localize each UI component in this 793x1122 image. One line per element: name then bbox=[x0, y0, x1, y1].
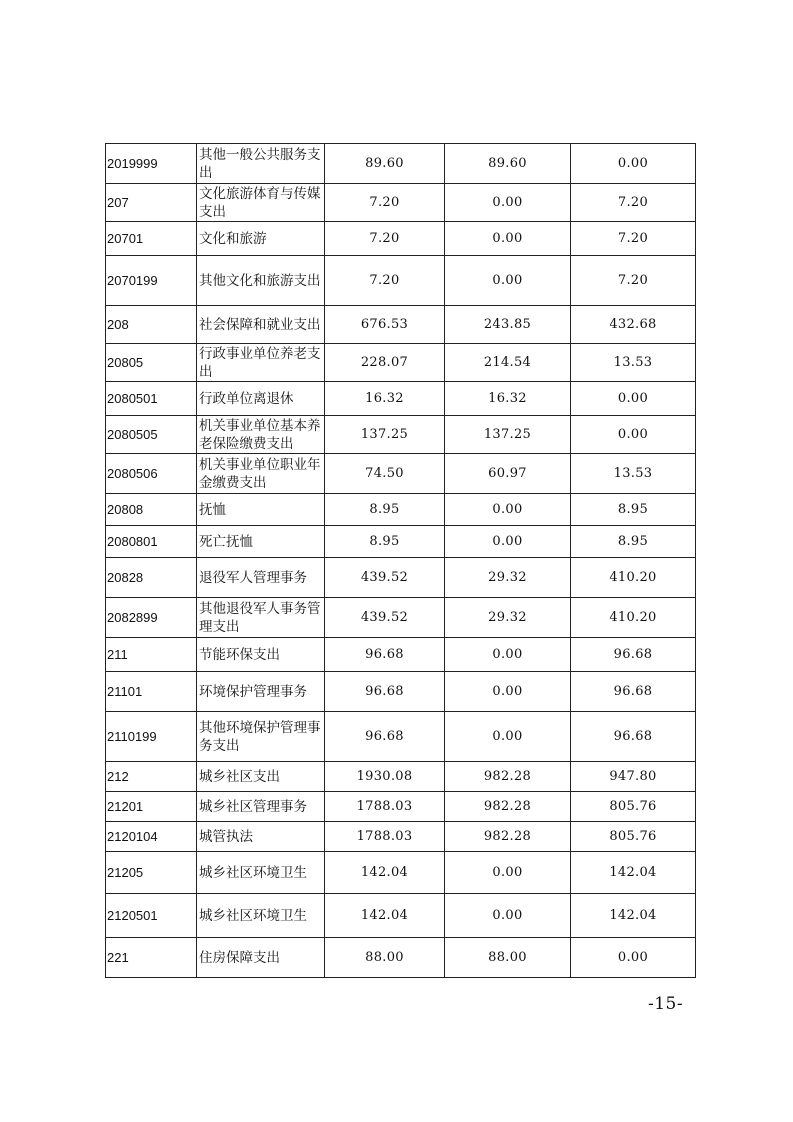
total-amount-cell: 1930.08 bbox=[325, 762, 445, 792]
total-amount-cell: 16.32 bbox=[325, 382, 445, 416]
subject-code-cell: 2070199 bbox=[106, 256, 197, 306]
subject-name-cell: 环境保护管理事务 bbox=[197, 672, 325, 712]
basic-expense-cell: 982.28 bbox=[445, 762, 571, 792]
subject-name-cell: 文化和旅游 bbox=[197, 222, 325, 256]
basic-expense-cell: 0.00 bbox=[445, 494, 571, 526]
subject-name-cell: 行政事业单位养老支出 bbox=[197, 344, 325, 382]
basic-expense-cell: 89.60 bbox=[445, 144, 571, 184]
basic-expense-cell: 16.32 bbox=[445, 382, 571, 416]
project-expense-cell: 0.00 bbox=[571, 144, 696, 184]
total-amount-cell: 7.20 bbox=[325, 222, 445, 256]
basic-expense-cell: 0.00 bbox=[445, 222, 571, 256]
table-body bbox=[106, 144, 696, 978]
table-row bbox=[106, 822, 696, 852]
subject-name-cell: 文化旅游体育与传媒支出 bbox=[197, 184, 325, 222]
subject-code-cell: 2082899 bbox=[106, 598, 197, 638]
basic-expense-cell: 0.00 bbox=[445, 526, 571, 558]
subject-code-cell: 212 bbox=[106, 762, 197, 792]
subject-name-cell: 节能环保支出 bbox=[197, 638, 325, 672]
table-row bbox=[106, 672, 696, 712]
basic-expense-cell: 214.54 bbox=[445, 344, 571, 382]
subject-name-cell: 机关事业单位基本养老保险缴费支出 bbox=[197, 416, 325, 454]
table-row bbox=[106, 382, 696, 416]
project-expense-cell: 947.80 bbox=[571, 762, 696, 792]
page-number: -15- bbox=[648, 994, 684, 1014]
table-row bbox=[106, 762, 696, 792]
table-row bbox=[106, 894, 696, 938]
budget-table bbox=[105, 143, 696, 978]
total-amount-cell: 8.95 bbox=[325, 526, 445, 558]
project-expense-cell: 7.20 bbox=[571, 184, 696, 222]
subject-code-cell: 2120501 bbox=[106, 894, 197, 938]
project-expense-cell: 0.00 bbox=[571, 416, 696, 454]
basic-expense-cell: 88.00 bbox=[445, 938, 571, 978]
subject-name-cell: 行政单位离退休 bbox=[197, 382, 325, 416]
total-amount-cell: 137.25 bbox=[325, 416, 445, 454]
basic-expense-cell: 29.32 bbox=[445, 558, 571, 598]
subject-code-cell: 21205 bbox=[106, 852, 197, 894]
total-amount-cell: 228.07 bbox=[325, 344, 445, 382]
table-row bbox=[106, 712, 696, 762]
project-expense-cell: 96.68 bbox=[571, 638, 696, 672]
project-expense-cell: 142.04 bbox=[571, 852, 696, 894]
subject-code-cell: 208 bbox=[106, 306, 197, 344]
subject-name-cell: 其他文化和旅游支出 bbox=[197, 256, 325, 306]
subject-code-cell: 2080801 bbox=[106, 526, 197, 558]
table-row bbox=[106, 306, 696, 344]
basic-expense-cell: 29.32 bbox=[445, 598, 571, 638]
project-expense-cell: 805.76 bbox=[571, 822, 696, 852]
table-row bbox=[106, 526, 696, 558]
table-row bbox=[106, 184, 696, 222]
project-expense-cell: 0.00 bbox=[571, 382, 696, 416]
subject-name-cell: 其他环境保护管理事务支出 bbox=[197, 712, 325, 762]
subject-name-cell: 住房保障支出 bbox=[197, 938, 325, 978]
basic-expense-cell: 0.00 bbox=[445, 638, 571, 672]
subject-name-cell: 抚恤 bbox=[197, 494, 325, 526]
basic-expense-cell: 0.00 bbox=[445, 672, 571, 712]
table-row bbox=[106, 454, 696, 494]
subject-code-cell: 2120104 bbox=[106, 822, 197, 852]
table-row bbox=[106, 558, 696, 598]
table-row bbox=[106, 344, 696, 382]
total-amount-cell: 7.20 bbox=[325, 184, 445, 222]
subject-code-cell: 2019999 bbox=[106, 144, 197, 184]
table-row bbox=[106, 222, 696, 256]
subject-name-cell: 其他退役军人事务管理支出 bbox=[197, 598, 325, 638]
total-amount-cell: 439.52 bbox=[325, 558, 445, 598]
project-expense-cell: 8.95 bbox=[571, 494, 696, 526]
subject-name-cell: 城管执法 bbox=[197, 822, 325, 852]
basic-expense-cell: 137.25 bbox=[445, 416, 571, 454]
table-row bbox=[106, 938, 696, 978]
project-expense-cell: 7.20 bbox=[571, 222, 696, 256]
subject-name-cell: 死亡抚恤 bbox=[197, 526, 325, 558]
project-expense-cell: 410.20 bbox=[571, 598, 696, 638]
subject-name-cell: 城乡社区支出 bbox=[197, 762, 325, 792]
subject-code-cell: 20808 bbox=[106, 494, 197, 526]
subject-code-cell: 2080501 bbox=[106, 382, 197, 416]
total-amount-cell: 7.20 bbox=[325, 256, 445, 306]
basic-expense-cell: 0.00 bbox=[445, 894, 571, 938]
subject-code-cell: 2080505 bbox=[106, 416, 197, 454]
total-amount-cell: 74.50 bbox=[325, 454, 445, 494]
basic-expense-cell: 982.28 bbox=[445, 822, 571, 852]
basic-expense-cell: 0.00 bbox=[445, 852, 571, 894]
basic-expense-cell: 60.97 bbox=[445, 454, 571, 494]
table-row bbox=[106, 852, 696, 894]
subject-code-cell: 21101 bbox=[106, 672, 197, 712]
subject-name-cell: 其他一般公共服务支出 bbox=[197, 144, 325, 184]
subject-name-cell: 机关事业单位职业年金缴费支出 bbox=[197, 454, 325, 494]
subject-code-cell: 207 bbox=[106, 184, 197, 222]
subject-name-cell: 退役军人管理事务 bbox=[197, 558, 325, 598]
total-amount-cell: 1788.03 bbox=[325, 822, 445, 852]
table-row bbox=[106, 416, 696, 454]
table-row bbox=[106, 494, 696, 526]
table-row bbox=[106, 598, 696, 638]
total-amount-cell: 1788.03 bbox=[325, 792, 445, 822]
subject-code-cell: 2110199 bbox=[106, 712, 197, 762]
total-amount-cell: 96.68 bbox=[325, 712, 445, 762]
subject-code-cell: 20828 bbox=[106, 558, 197, 598]
total-amount-cell: 8.95 bbox=[325, 494, 445, 526]
total-amount-cell: 676.53 bbox=[325, 306, 445, 344]
subject-code-cell: 21201 bbox=[106, 792, 197, 822]
subject-code-cell: 221 bbox=[106, 938, 197, 978]
table-row bbox=[106, 144, 696, 184]
table-row bbox=[106, 256, 696, 306]
basic-expense-cell: 982.28 bbox=[445, 792, 571, 822]
project-expense-cell: 96.68 bbox=[571, 712, 696, 762]
subject-name-cell: 城乡社区管理事务 bbox=[197, 792, 325, 822]
subject-code-cell: 20701 bbox=[106, 222, 197, 256]
total-amount-cell: 89.60 bbox=[325, 144, 445, 184]
table-row bbox=[106, 792, 696, 822]
subject-code-cell: 2080506 bbox=[106, 454, 197, 494]
project-expense-cell: 8.95 bbox=[571, 526, 696, 558]
project-expense-cell: 0.00 bbox=[571, 938, 696, 978]
basic-expense-cell: 0.00 bbox=[445, 184, 571, 222]
project-expense-cell: 7.20 bbox=[571, 256, 696, 306]
project-expense-cell: 805.76 bbox=[571, 792, 696, 822]
project-expense-cell: 13.53 bbox=[571, 454, 696, 494]
basic-expense-cell: 243.85 bbox=[445, 306, 571, 344]
total-amount-cell: 88.00 bbox=[325, 938, 445, 978]
subject-code-cell: 20805 bbox=[106, 344, 197, 382]
project-expense-cell: 432.68 bbox=[571, 306, 696, 344]
subject-name-cell: 社会保障和就业支出 bbox=[197, 306, 325, 344]
total-amount-cell: 142.04 bbox=[325, 894, 445, 938]
project-expense-cell: 142.04 bbox=[571, 894, 696, 938]
project-expense-cell: 13.53 bbox=[571, 344, 696, 382]
total-amount-cell: 96.68 bbox=[325, 672, 445, 712]
table-row bbox=[106, 638, 696, 672]
basic-expense-cell: 0.00 bbox=[445, 712, 571, 762]
subject-name-cell: 城乡社区环境卫生 bbox=[197, 852, 325, 894]
total-amount-cell: 439.52 bbox=[325, 598, 445, 638]
project-expense-cell: 410.20 bbox=[571, 558, 696, 598]
subject-name-cell: 城乡社区环境卫生 bbox=[197, 894, 325, 938]
project-expense-cell: 96.68 bbox=[571, 672, 696, 712]
total-amount-cell: 96.68 bbox=[325, 638, 445, 672]
subject-code-cell: 211 bbox=[106, 638, 197, 672]
basic-expense-cell: 0.00 bbox=[445, 256, 571, 306]
total-amount-cell: 142.04 bbox=[325, 852, 445, 894]
